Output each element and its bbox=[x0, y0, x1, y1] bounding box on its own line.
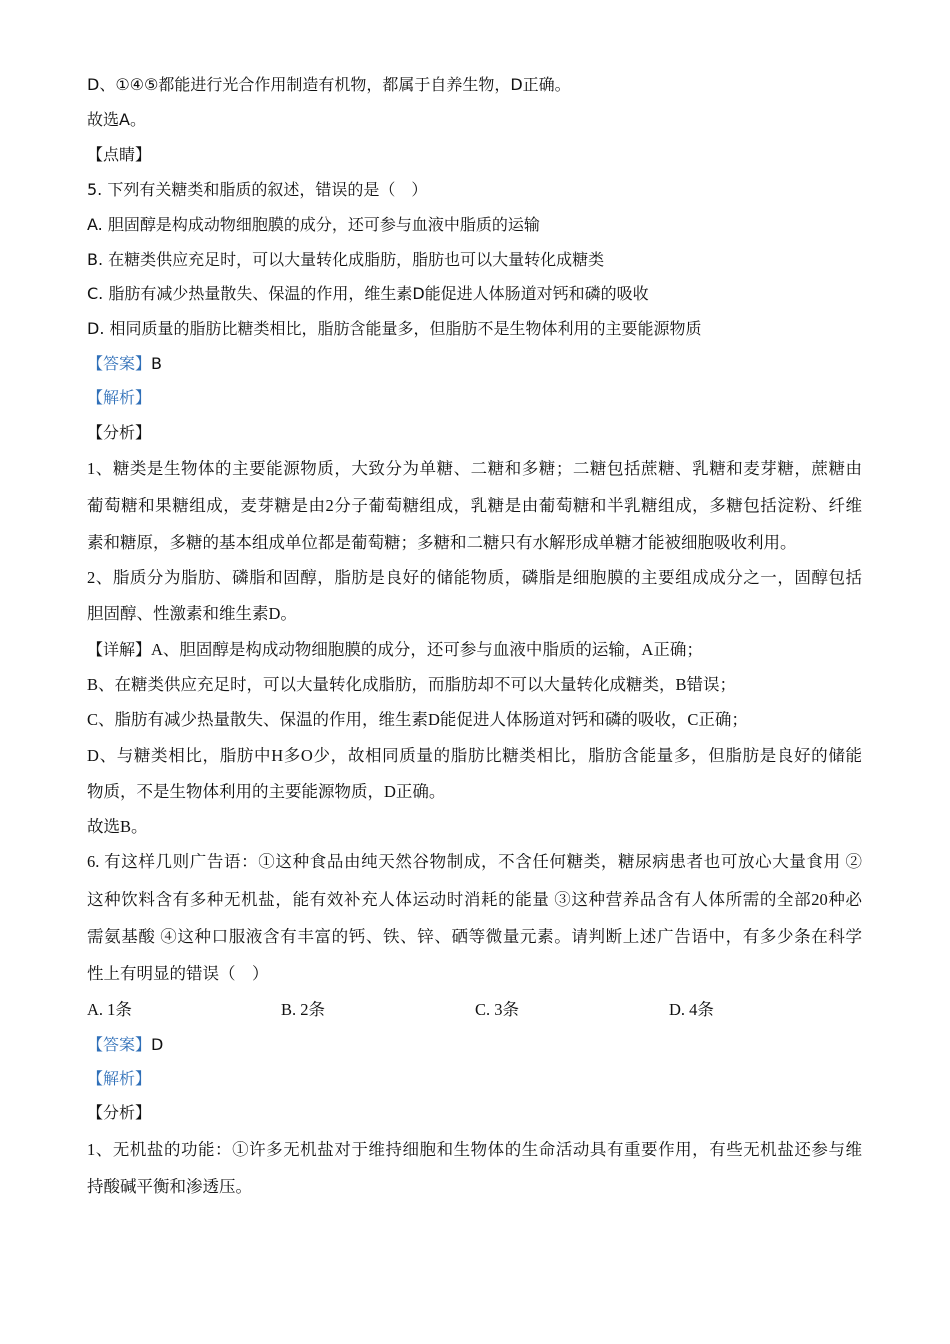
q4-conclusion: 故选A。 bbox=[87, 110, 146, 129]
q5-fenxi-heading: 【分析】 bbox=[87, 423, 152, 442]
q5-fenxi-line: 葡萄糖和果糖组成，麦芽糖是由2分子葡萄糖组成，乳糖是由葡萄糖和半乳糖组成，多糖包括淀粉、纤维 bbox=[87, 496, 862, 515]
xiangjie-line: A、胆固醇是构成动物细胞膜的成分，还可参与血液中脂质的运输，A正确； bbox=[151, 640, 703, 659]
q5-conclusion: 故选B。 bbox=[87, 817, 148, 836]
q5-xiangjie-line: C、脂肪有减少热量散失、保温的作用，维生素D能促进人体肠道对钙和磷的吸收，C正确； bbox=[87, 710, 748, 729]
q5-option-b: B. 在糖类供应充足时，可以大量转化成脂肪，脂肪也可以大量转化成糖类 bbox=[87, 250, 605, 269]
q6-stem-line: 6. 有这样几则广告语：①这种食品由纯天然谷物制成，不含任何糖类，糖尿病患者也可放心大量食用 ② bbox=[87, 852, 862, 871]
dianjing-heading: 【点睛】 bbox=[87, 145, 152, 164]
q6-options bbox=[87, 999, 862, 1021]
q6-fenxi-line: 持酸碱平衡和渗透压。 bbox=[87, 1177, 252, 1196]
q6-option-c: C. 3条 bbox=[475, 1000, 520, 1019]
xiangjie-label: 【详解】 bbox=[87, 640, 152, 659]
q6-answer bbox=[87, 1034, 163, 1056]
answer-value: D bbox=[151, 1035, 164, 1054]
q5-jiexi-heading: 【解析】 bbox=[87, 388, 152, 407]
q5-xiangjie-line: 物质，不是生物体利用的主要能源物质，D正确。 bbox=[87, 782, 446, 801]
q5-stem: 5. 下列有关糖类和脂质的叙述，错误的是（ ） bbox=[87, 180, 428, 199]
q6-stem-line: 需氨基酸 ④这种口服液含有丰富的钙、铁、锌、硒等微量元素。请判断上述广告语中，有多少条在科学 bbox=[87, 927, 862, 946]
q5-fenxi-line: 2、脂质分为脂肪、磷脂和固醇，脂肪是良好的储能物质，磷脂是细胞膜的主要组成成分之一，固醇包括 bbox=[87, 568, 862, 587]
q6-fenxi-line: 1、无机盐的功能：①许多无机盐对于维持细胞和生物体的生命活动具有重要作用，有些无机盐还参与维 bbox=[87, 1140, 862, 1159]
q5-answer bbox=[87, 353, 162, 375]
q6-fenxi-heading: 【分析】 bbox=[87, 1103, 152, 1122]
q5-xiangjie-line: B、在糖类供应充足时，可以大量转化成脂肪，而脂肪却不可以大量转化成糖类，B错误； bbox=[87, 675, 737, 694]
answer-value: B bbox=[151, 354, 162, 373]
q6-stem-line: 性上有明显的错误（ ） bbox=[87, 964, 269, 983]
q6-option-d: D. 4条 bbox=[669, 1000, 714, 1019]
q5-xiangjie-line: D、与糖类相比，脂肪中H多O少，故相同质量的脂肪比糖类相比，脂肪含能量多，但脂肪是良好的储能 bbox=[87, 746, 862, 765]
q6-option-a: A. 1条 bbox=[87, 1000, 132, 1019]
q5-option-a: A. 胆固醇是构成动物细胞膜的成分，还可参与血液中脂质的运输 bbox=[87, 215, 540, 234]
q6-jiexi-heading: 【解析】 bbox=[87, 1069, 152, 1088]
q5-fenxi-line: 胆固醇、性激素和维生素D。 bbox=[87, 604, 297, 623]
q5-xiangjie bbox=[87, 639, 703, 661]
q4-option-d-explanation: D、①④⑤都能进行光合作用制造有机物，都属于自养生物，D正确。 bbox=[87, 75, 571, 94]
answer-label: 【答案】 bbox=[87, 354, 152, 373]
q5-fenxi-line: 素和糖原，多糖的基本组成单位都是葡萄糖；多糖和二糖只有水解形成单糖才能被细胞吸收利用。 bbox=[87, 533, 797, 552]
q5-fenxi-line: 1、糖类是生物体的主要能源物质，大致分为单糖、二糖和多糖；二糖包括蔗糖、乳糖和麦芽糖，蔗糖由 bbox=[87, 459, 862, 478]
q6-option-b: B. 2条 bbox=[281, 1000, 326, 1019]
answer-label: 【答案】 bbox=[87, 1035, 152, 1054]
q5-option-c: C. 脂肪有减少热量散失、保温的作用，维生素D能促进人体肠道对钙和磷的吸收 bbox=[87, 284, 649, 303]
q5-option-d: D. 相同质量的脂肪比糖类相比，脂肪含能量多，但脂肪不是生物体利用的主要能源物质 bbox=[87, 319, 702, 338]
q6-stem-line: 这种饮料含有多种无机盐，能有效补充人体运动时消耗的能量 ③这种营养品含有人体所需的全部20种必 bbox=[87, 890, 862, 909]
